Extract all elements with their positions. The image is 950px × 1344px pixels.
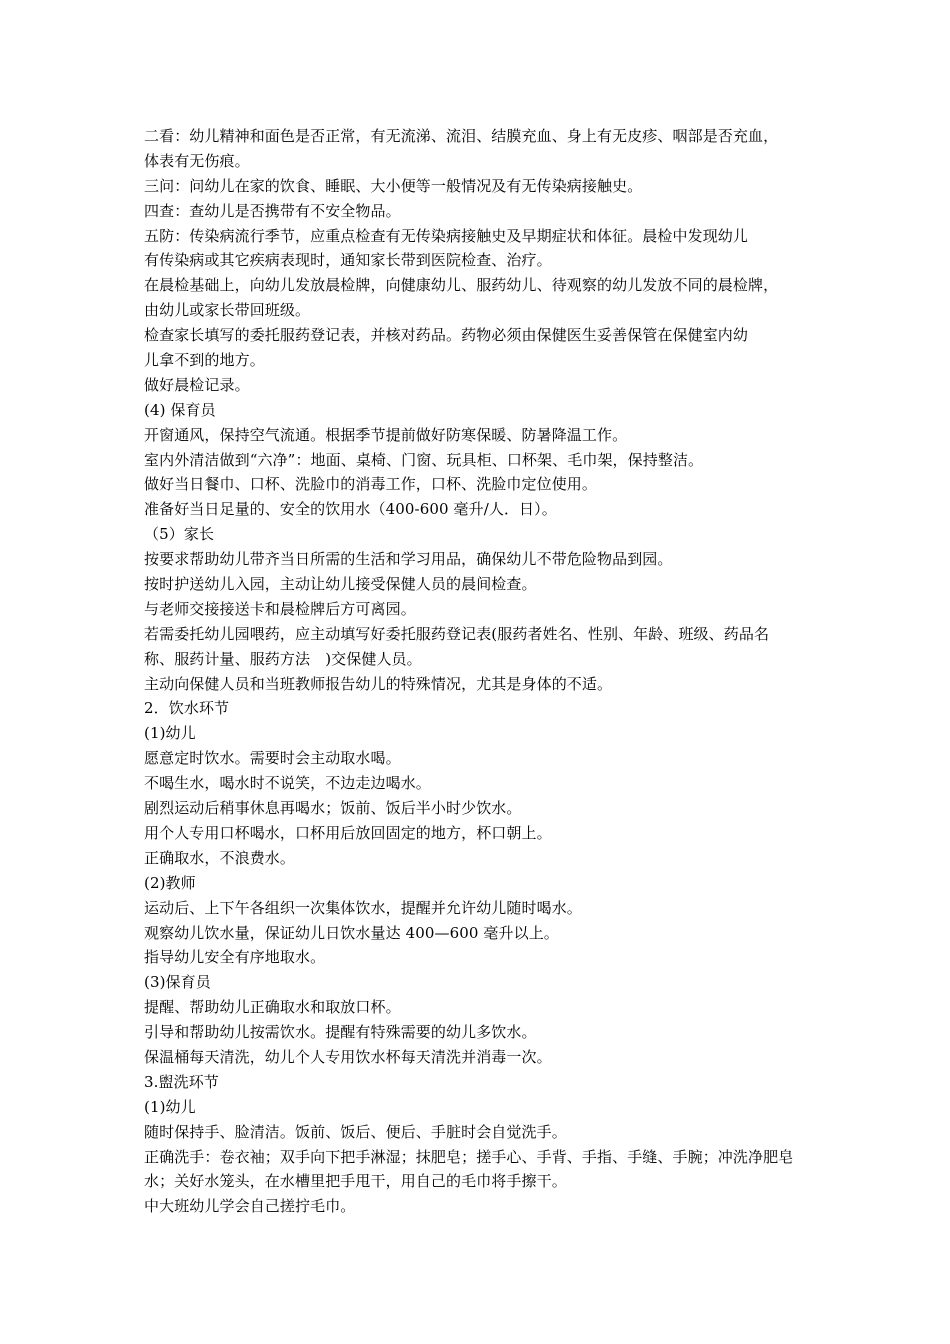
text-line: 指导幼儿安全有序地取水。 bbox=[144, 948, 326, 967]
text-line: 若需委托幼儿园喂药，应主动填写好委托服药登记表(服药者姓名、性别、年龄、班级、药品名 bbox=[144, 624, 770, 643]
text-line: 保温桶每天清洗，幼儿个人专用饮水杯每天清洗并消毒一次。 bbox=[144, 1047, 552, 1066]
text-line: 准备好当日足量的、安全的饮用水（400-600 毫升/人．日）。 bbox=[144, 500, 557, 519]
document-page bbox=[144, 124, 824, 1219]
text-line: 随时保持手、脸清洁。饭前、饭后、便后、手脏时会自觉洗手。 bbox=[144, 1122, 567, 1141]
text-line: 与老师交接接送卡和晨检牌后方可离园。 bbox=[144, 599, 416, 618]
text-line: 体表有无伤痕。 bbox=[144, 151, 250, 170]
subsection-heading: (1)幼儿 bbox=[144, 1097, 196, 1116]
text-line: 四查：查幼儿是否携带有不安全物品。 bbox=[144, 201, 401, 220]
text-line: 观察幼儿饮水量，保证幼儿日饮水量达 400—600 毫升以上。 bbox=[144, 923, 559, 942]
text-line: 用个人专用口杯喝水，口杯用后放回固定的地方，杯口朝上。 bbox=[144, 823, 552, 842]
text-line: 开窗通风，保持空气流通。根据季节提前做好防寒保暖、防暑降温工作。 bbox=[144, 425, 628, 444]
text-line: 儿拿不到的地方。 bbox=[144, 351, 265, 370]
section-heading: 3.盥洗环节 bbox=[144, 1072, 219, 1091]
text-line: 五防：传染病流行季节，应重点检查有无传染病接触史及早期症状和体征。晨检中发现幼儿 bbox=[144, 226, 749, 245]
text-line: 称、服药计量、服药方法 )交保健人员。 bbox=[144, 649, 422, 668]
text-line: 愿意定时饮水。需要时会主动取水喝。 bbox=[144, 749, 401, 768]
text-line: 做好晨检记录。 bbox=[144, 375, 250, 394]
text-line: 在晨检基础上，向幼儿发放晨检牌，向健康幼儿、服药幼儿、待观察的幼儿发放不同的晨检牌， bbox=[144, 276, 779, 295]
text-line: 三问：问幼儿在家的饮食、睡眠、大小便等一般情况及有无传染病接触史。 bbox=[144, 176, 643, 195]
text-line: 正确取水，不浪费水。 bbox=[144, 848, 296, 867]
subsection-heading: (2)教师 bbox=[144, 873, 196, 892]
text-line: 提醒、帮助幼儿正确取水和取放口杯。 bbox=[144, 998, 401, 1017]
text-line: 运动后、上下午各组织一次集体饮水，提醒并允许幼儿随时喝水。 bbox=[144, 898, 582, 917]
text-line: 引导和帮助幼儿按需饮水。提醒有特殊需要的幼儿多饮水。 bbox=[144, 1023, 537, 1042]
subsection-heading: (1)幼儿 bbox=[144, 724, 196, 743]
text-line: 中大班幼儿学会自己搓拧毛巾。 bbox=[144, 1197, 356, 1216]
section-heading: 2．饮水环节 bbox=[144, 699, 230, 718]
text-line: 按时护送幼儿入园，主动让幼儿接受保健人员的晨间检查。 bbox=[144, 575, 537, 594]
text-line: 检查家长填写的委托服药登记表，并核对药品。药物必须由保健医生妥善保管在保健室内幼 bbox=[144, 326, 749, 345]
text-line: 水；关好水笼头，在水槽里把手甩干，用自己的毛巾将手擦干。 bbox=[144, 1172, 567, 1191]
text-line: 做好当日餐巾、口杯、洗脸巾的消毒工作，口杯、洗脸巾定位使用。 bbox=[144, 475, 598, 494]
text-line: 主动向保健人员和当班教师报告幼儿的特殊情况，尤其是身体的不适。 bbox=[144, 674, 613, 693]
text-line: 室内外清洁做到“六净”：地面、桌椅、门窗、玩具柜、口杯架、毛巾架，保持整洁。 bbox=[144, 450, 704, 469]
text-line: 正确洗手：卷衣袖；双手向下把手淋湿；抹肥皂；搓手心、手背、手指、手缝、手腕；冲洗净肥皂 bbox=[144, 1147, 794, 1166]
text-line: 按要求帮助幼儿带齐当日所需的生活和学习用品，确保幼儿不带危险物品到园。 bbox=[144, 550, 673, 569]
section-heading: （5）家长 bbox=[144, 525, 215, 544]
section-heading: (4) 保育员 bbox=[144, 400, 216, 419]
text-line: 由幼儿或家长带回班级。 bbox=[144, 301, 311, 320]
text-line: 二看：幼儿精神和面色是否正常，有无流涕、流泪、结膜充血、身上有无皮疹、咽部是否充血， bbox=[144, 127, 779, 145]
text-line: 剧烈运动后稍事休息再喝水；饭前、饭后半小时少饮水。 bbox=[144, 799, 522, 818]
text-line: 有传染病或其它疾病表现时，通知家长带到医院检查、治疗。 bbox=[144, 251, 552, 270]
subsection-heading: (3)保育员 bbox=[144, 973, 211, 992]
text-line: 不喝生水，喝水时不说笑，不边走边喝水。 bbox=[144, 774, 431, 793]
